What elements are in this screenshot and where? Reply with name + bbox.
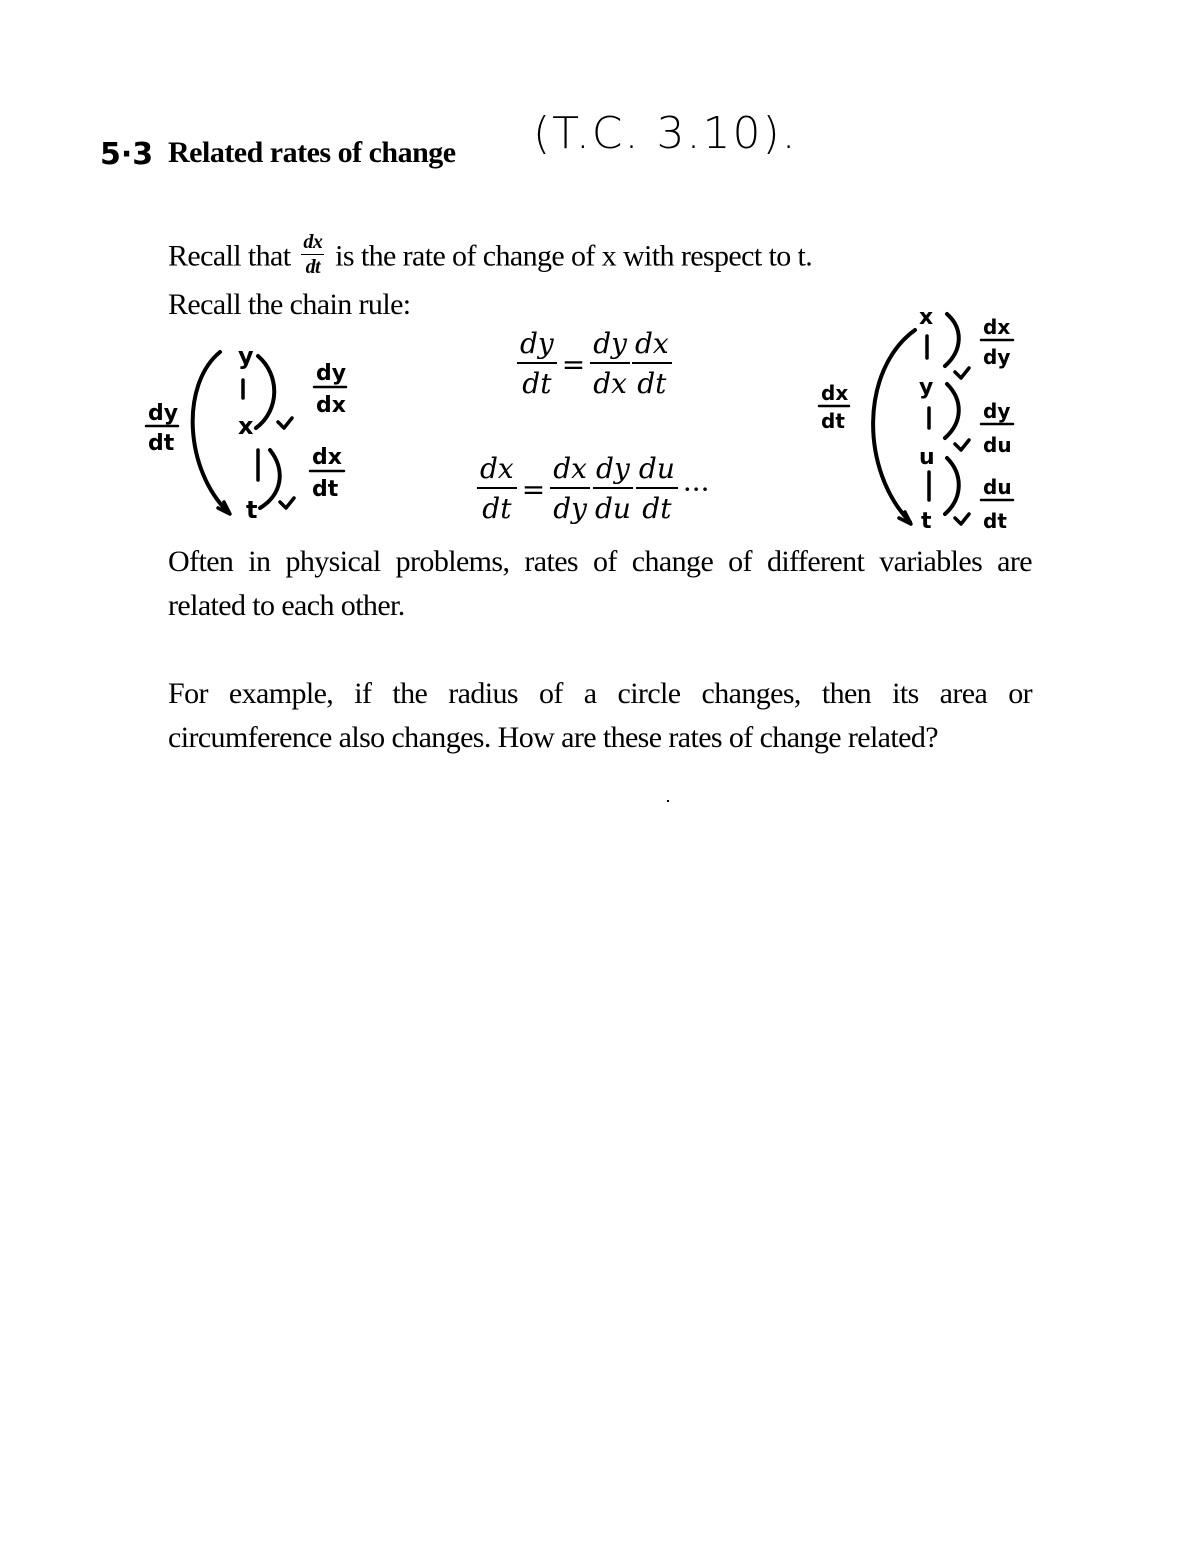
arrowhead-2 <box>955 440 969 450</box>
recall-rate-sentence <box>168 231 813 281</box>
fraction-denominator: dt <box>482 492 512 525</box>
fraction-denominator: dx <box>593 367 627 400</box>
arrowhead-bottom <box>280 498 294 508</box>
diagram-node-x: x <box>919 305 934 330</box>
arrowhead-1 <box>955 368 969 378</box>
step1-num: dx <box>983 315 1011 339</box>
step2-den: dt <box>312 477 339 502</box>
equation-fraction <box>550 452 590 525</box>
diagram-node-y: y <box>919 375 934 400</box>
paragraph-circle-example: For example, if the radius of a circle changes, then its area or circumference also changes. How are these rates of change related? <box>168 677 1032 754</box>
equation-fraction <box>590 327 630 400</box>
diagram-node-t: t <box>921 509 932 534</box>
outer-label-den: dt <box>148 431 175 456</box>
arrowhead-top <box>278 418 292 428</box>
step3-den: dt <box>983 509 1007 533</box>
fraction-numerator: dx <box>550 455 590 489</box>
equals-sign: = <box>521 472 546 506</box>
fraction-numerator: dy <box>593 455 633 489</box>
equation-fraction <box>632 327 672 400</box>
fraction-denominator: dt <box>637 367 667 400</box>
step2-num: dy <box>983 399 1011 423</box>
diagram-node-y: y <box>238 342 254 370</box>
right-bracket-2 <box>945 384 959 438</box>
step3-num: du <box>983 475 1012 499</box>
step1-den: dy <box>983 345 1011 369</box>
right-bracket-bottom <box>260 450 280 508</box>
diagram-node-u: u <box>919 445 935 470</box>
outer-label-den: dt <box>821 409 845 433</box>
equation-fraction <box>517 327 557 400</box>
right-chain-diagram <box>815 300 1045 535</box>
fraction-numerator: dx <box>477 455 517 489</box>
outer-label-num: dy <box>148 401 179 426</box>
ellipsis: ··· <box>682 472 710 506</box>
step1-den: dx <box>316 393 346 418</box>
outer-left-arc <box>193 352 228 512</box>
fraction-numerator: dx <box>303 231 323 253</box>
right-bracket-1 <box>945 314 959 366</box>
chain-rule-label: Recall the chain rule: <box>168 288 411 321</box>
outer-left-arc <box>873 330 915 522</box>
equation-fraction <box>477 452 517 525</box>
equals-sign: = <box>561 347 586 381</box>
paragraph-related-rates: Often in physical problems, rates of change of different variables are related to each other. <box>168 545 1032 622</box>
fraction-numerator: dx <box>632 330 672 364</box>
step2-num: dx <box>312 445 342 470</box>
diagram-node-t: t <box>246 496 258 524</box>
fraction-numerator: du <box>636 455 678 489</box>
step1-num: dy <box>316 361 347 386</box>
recall-prefix: Recall that <box>168 239 291 273</box>
chain-rule-equation-2 <box>476 452 714 525</box>
section-title: Related rates of change <box>168 136 456 169</box>
section-number: 5·3 <box>100 137 154 172</box>
stray-mark <box>667 800 669 802</box>
fraction-denominator: dt <box>305 256 320 278</box>
recall-suffix: is the rate of change of x with respect to t. <box>335 239 813 273</box>
outer-label-num: dx <box>821 381 849 405</box>
right-bracket-3 <box>945 458 959 514</box>
right-bracket-top <box>256 356 274 428</box>
equation-fraction <box>592 452 634 525</box>
inline-fraction-dx-dt <box>301 232 324 277</box>
diagram-node-x: x <box>238 412 254 440</box>
fraction-denominator: du <box>594 492 631 525</box>
fraction-denominator: dy <box>553 492 587 525</box>
arrowhead-3 <box>955 514 969 524</box>
chain-rule-equation-1 <box>516 327 673 400</box>
left-chain-diagram <box>140 330 370 530</box>
handwritten-reference-note: (T.C. 3.10). <box>533 108 798 159</box>
fraction-numerator: dy <box>590 330 630 364</box>
fraction-denominator: dt <box>522 367 552 400</box>
step2-den: du <box>983 433 1012 457</box>
fraction-numerator: dy <box>517 330 557 364</box>
fraction-denominator: dt <box>642 492 672 525</box>
equation-fraction <box>636 452 678 525</box>
